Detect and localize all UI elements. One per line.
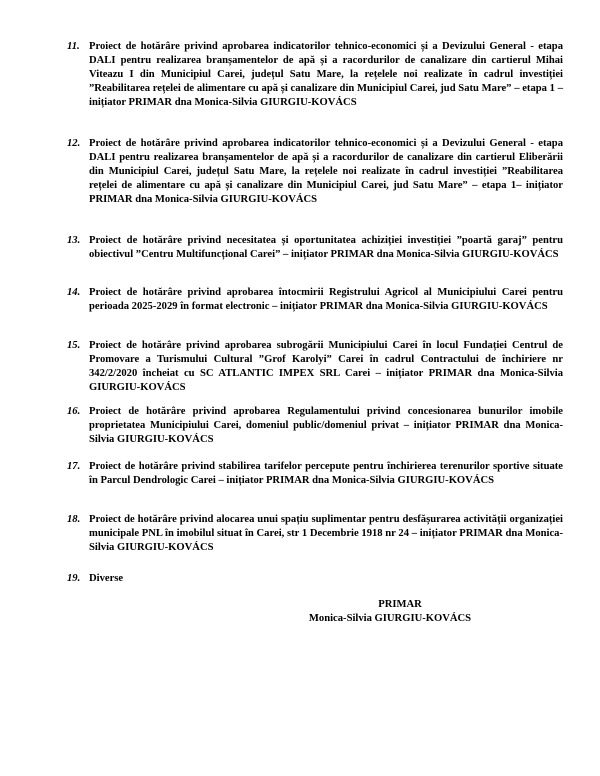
item-text: Proiect de hotărâre privind stabilirea tarifelor percepute pentru închirierea terenurilor sportive situate în Parcul Dendrologic Carei – inițiator PRIMAR dna Monica-Silvia GIURGIU-KOVÁCS <box>89 461 563 486</box>
item-number: 15. <box>67 340 81 351</box>
item-text: Proiect de hotărâre privind alocarea unui spațiu suplimentar pentru desfășurarea activității organizației municipale PNL în imobilul situat în Carei, str 1 Decembrie 1918 nr 24 – inițiator PRIMAR dna Monica-Silvia GIURGIU-KOVÁCS <box>89 514 563 553</box>
agenda-item-17 <box>67 460 563 488</box>
agenda-item-15 <box>67 339 563 395</box>
agenda-item-11 <box>67 40 563 110</box>
item-number: 16. <box>67 406 81 417</box>
item-text: Proiect de hotărâre privind aprobarea subrogării Municipiului Carei în locul Fundației Centrul de Promovare a Turismului Cultural ”Grof Karolyi” Carei în cadrul Contractului de închiriere nr 342/2/2020 încheiat cu SC ATLANTIC IMPEX SRL Carei – inițiator PRIMAR dna Monica-Silvia GIURGIU-KOVÁCS <box>89 340 563 393</box>
item-number: 17. <box>67 461 81 472</box>
item-text: Proiect de hotărâre privind necesitatea și oportunitatea achiziției investiției ”poartă garaj” pentru obiectivul ”Centru Multifuncțional Carei” – inițiator PRIMAR dna Monica-Silvia GIURGIU-KOVÁCS <box>89 235 563 260</box>
item-text: Proiect de hotărâre privind aprobarea indicatorilor tehnico-economici și a Devizului General - etapa DALI pentru realizarea branșamentelor de apă și a racordurilor de canalizare din cartierul Mihai Viteazu I din Municipiul Carei, județul Satu Mare, la rețelele noi realizate în cadrul investiției ”Reabilitarea rețelei de alimentare cu apă și canalizare din Municipiul Carei, jud Satu Mare” – etapa 1 – inițiator PRIMAR dna Monica-Silvia GIURGIU-KOVÁCS <box>89 41 563 108</box>
signature-name: Monica-Silvia GIURGIU-KOVÁCS <box>308 613 472 624</box>
item-text: Proiect de hotărâre privind aprobarea Regulamentului privind concesionarea bunurilor imobile proprietatea Municipiului Carei, domeniul public/domeniul privat – inițiator PRIMAR dna Monica-Silvia GIURGIU-KOVÁCS <box>89 406 563 445</box>
agenda-item-13 <box>67 234 563 262</box>
agenda-item-18 <box>67 513 563 555</box>
signature-block <box>280 598 500 626</box>
item-number: 12. <box>67 138 81 149</box>
signature-title: PRIMAR <box>378 599 422 610</box>
item-text: Proiect de hotărâre privind aprobarea întocmirii Registrului Agricol al Municipiului Carei pentru perioada 2025-2029 în format electronic – inițiator PRIMAR dna Monica-Silvia GIURGIU-KOVÁCS <box>89 287 563 312</box>
agenda-item-19 <box>67 572 563 586</box>
item-number: 18. <box>67 514 81 525</box>
agenda-item-14 <box>67 286 563 314</box>
item-number: 14. <box>67 287 81 298</box>
item-text: Diverse <box>89 573 124 584</box>
agenda-item-16 <box>67 405 563 447</box>
item-number: 13. <box>67 235 81 246</box>
agenda-item-12 <box>67 137 563 207</box>
item-number: 11. <box>67 41 80 52</box>
item-number: 19. <box>67 573 81 584</box>
item-text: Proiect de hotărâre privind aprobarea indicatorilor tehnico-economici și a Devizului General - etapa DALI pentru realizarea branșamentelor de apă și a racordurilor de canalizare din cartierul Eliberării din Municipiul Carei, județul Satu Mare, la rețelele noi realizate în cadrul investiției ”Reabilitarea rețelei de alimentare cu apă și canalizare din Municipiul Carei, jud Satu Mare” – etapa 1– inițiator PRIMAR dna Monica-Silvia GIURGIU-KOVÁCS <box>89 138 563 205</box>
